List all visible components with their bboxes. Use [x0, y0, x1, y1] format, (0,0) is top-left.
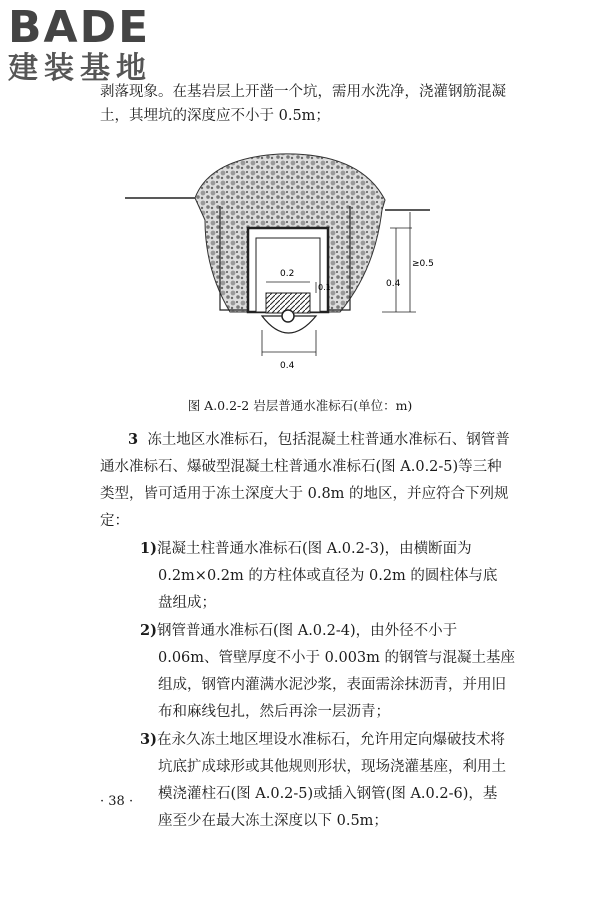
item-2-line-4: 布和麻线包扎，然后再涂一层沥青； — [158, 704, 390, 720]
dim-right: 0.4 — [386, 279, 401, 289]
section-3-line-1 — [128, 426, 520, 454]
item-2-text-1: 钢管普通水准标石(图 A.0.2-4)，由外径不小于 — [156, 623, 458, 639]
figure-caption: 图 A.0.2-2 岩层普通水准标石(单位：m) — [187, 398, 413, 413]
intro-line-2: 土，其埋坑的深度应不小于 0.5m； — [100, 108, 330, 124]
section-number: 3 — [128, 431, 139, 448]
section-3 — [100, 426, 520, 835]
bench-mark-point — [282, 310, 294, 322]
dim-head: 0.1 — [318, 283, 331, 292]
item-3-label: 3) — [140, 731, 157, 748]
intro-paragraph — [100, 80, 520, 128]
intro-line-1: 剥落现象。在基岩层上开凿一个坑，需用水洗净，浇灌钢筋混凝 — [100, 84, 506, 100]
item-1-text-1: 混凝土柱普通水准标石(图 A.0.2-3)，由横断面为 — [156, 541, 472, 557]
logo-wordmark: BADE — [8, 2, 151, 53]
page-number: · 38 · — [100, 794, 134, 809]
section-3-text-1: 冻土地区水准标石，包括混凝土柱普通水准标石、钢管普 — [147, 432, 510, 448]
bade-logo — [8, 2, 152, 86]
item-3-line-2: 坑底扩成球形或其他规则形状，现场浇灌基座，利用土 — [158, 759, 506, 775]
item-3-line-3: 模浇灌柱石(图 A.0.2-5)或插入钢管(图 A.0.2-6)，基 — [158, 786, 498, 802]
section-3-line-2: 通水准标石、爆破型混凝土柱普通水准标石(图 A.0.2-5)等三种 — [100, 459, 502, 475]
item-3-text-1: 在永久冻土地区埋设水准标石，允许用定向爆破技术将 — [156, 732, 505, 748]
item-2-label: 2) — [140, 622, 157, 639]
item-2-line-2: 0.06m、管壁厚度不小于 0.003m 的钢管与混凝土基座 — [158, 650, 516, 666]
dim-bottom: 0.4 — [280, 361, 295, 371]
dim-top: ≥0.5 — [412, 259, 434, 269]
item-1-line-3: 盘组成； — [158, 595, 216, 611]
item-1-line-1 — [140, 535, 520, 563]
logo-subtitle: 建装基地 — [8, 51, 152, 86]
dim-inner-width: 0.2 — [280, 269, 295, 279]
item-1-line-2: 0.2m×0.2m 的方柱体或直径为 0.2m 的圆柱体与底 — [158, 568, 498, 584]
rock-benchmark-figure — [120, 150, 450, 380]
item-2-line-1 — [140, 617, 520, 645]
item-3-line-1 — [140, 726, 520, 754]
section-3-line-3: 类型，皆可适用于冻土深度大于 0.8m 的地区，并应符合下列规 — [100, 486, 509, 502]
section-3-line-4: 定： — [100, 513, 129, 529]
item-1-label: 1) — [140, 540, 157, 557]
item-2-line-3: 组成，钢管内灌满水泥沙浆，表面需涂抹沥青，并用旧 — [158, 677, 506, 693]
item-3-line-4: 座至少在最大冻土深度以下 0.5m； — [158, 813, 388, 829]
